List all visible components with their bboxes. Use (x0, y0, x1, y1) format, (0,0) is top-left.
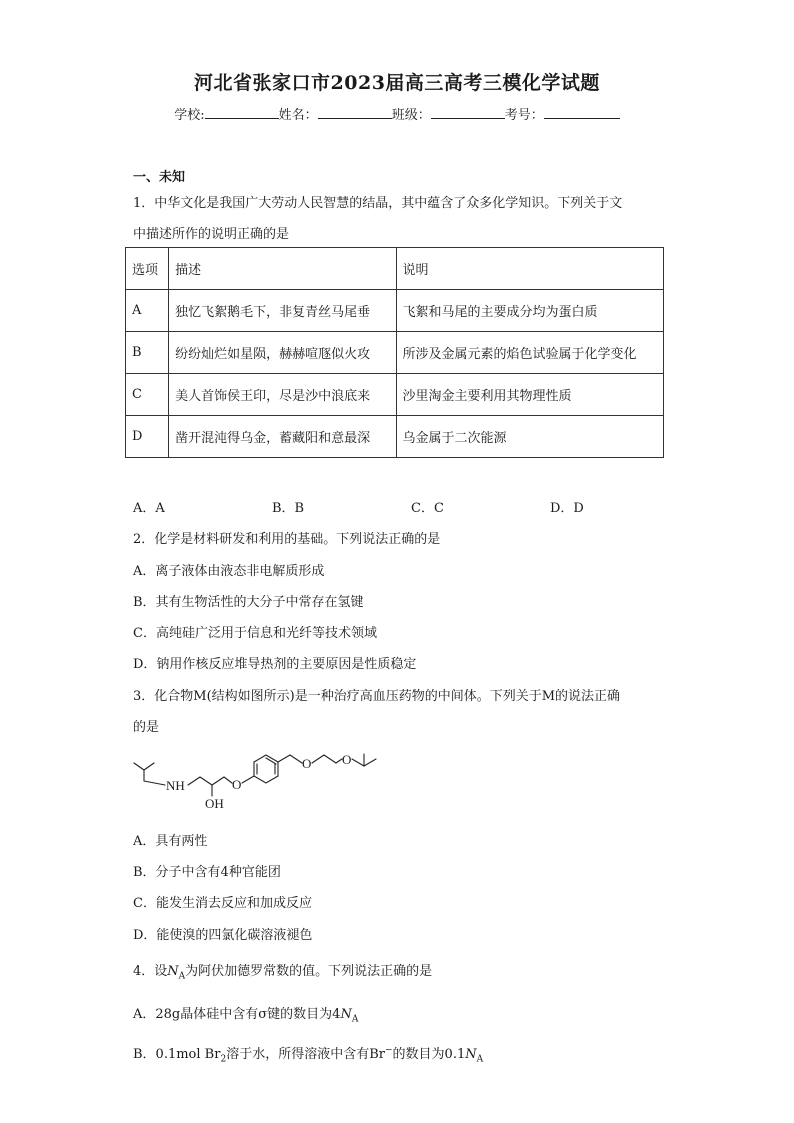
q4-a-number: 4 (332, 1007, 341, 1022)
name-label: 姓名： (278, 108, 318, 123)
name-blank[interactable] (318, 106, 392, 119)
table-header-cell: 说明 (396, 248, 664, 290)
table-cell: 沙里淘金主要利用其物理性质 (396, 374, 664, 416)
table-header-cell: 选项 (126, 248, 169, 290)
table-cell: 飞絮和马尾的主要成分均为蛋白质 (396, 290, 664, 332)
sigma-symbol: σ (258, 1007, 268, 1022)
table-cell: C (126, 374, 169, 416)
q1-stem-line1: 1．中华文化是我国广大劳动人民智慧的结晶，其中蕴含了众多化学知识。下列关于文 (133, 196, 623, 211)
ether-o-label: O (342, 752, 352, 767)
table-row (126, 374, 664, 416)
q1-table (125, 247, 664, 458)
student-info-line (0, 104, 794, 123)
q2-option-b[interactable]: B．其有生物活性的大分子中常存在氢键 (133, 595, 364, 610)
exam-number-blank[interactable] (544, 106, 620, 119)
na-symbol: N (340, 1007, 352, 1022)
table-cell: 纷纷灿烂如星陨，赫赫喧豗似火攻 (169, 332, 396, 374)
q3-option-b[interactable]: B．分子中含有4种官能团 (133, 865, 281, 880)
q3-option-c[interactable]: C．能发生消去反应和加成反应 (133, 896, 312, 911)
q4-b-text: B．0.1mol Br (133, 1047, 221, 1062)
q2-option-a[interactable]: A．离子液体由液态非电解质形成 (133, 564, 325, 579)
q1-options (133, 497, 689, 516)
q4-b-text: 的数目为 (392, 1047, 445, 1062)
ether-o-label: O (232, 777, 242, 792)
school-blank[interactable] (205, 106, 279, 119)
table-cell: 美人首饰侯王印，尽是沙中浪底来 (169, 374, 396, 416)
q3-option-a[interactable]: A．具有两性 (133, 834, 208, 849)
na-subscript: A (476, 1054, 484, 1065)
table-cell: D (126, 416, 169, 458)
nh-label: NH (166, 778, 185, 793)
table-cell: 乌金属于二次能源 (396, 416, 664, 458)
table-cell: A (126, 290, 169, 332)
class-blank[interactable] (431, 106, 505, 119)
q2-stem: 2．化学是材料研发和利用的基础。下列说法正确的是 (133, 532, 441, 547)
q4-stem-post: 为阿伏加德罗常数的值。下列说法正确的是 (185, 964, 433, 979)
q1-option-a[interactable]: A．A (133, 501, 165, 516)
q2-option-c[interactable]: C．高纯硅广泛用于信息和光纤等技术领域 (133, 626, 377, 641)
table-cell: 独忆飞絮鹅毛下，非复青丝马尾垂 (169, 290, 396, 332)
q3-stem-line2: 的是 (133, 720, 160, 735)
q4-stem (133, 960, 432, 982)
q1-stem-line2: 中描述所作的说明正确的是 (133, 227, 290, 242)
q4-a-text: 键的数目为 (267, 1007, 333, 1022)
q4-b-number: 0.1 (444, 1047, 466, 1062)
page-title: 河北省张家口市2023届高三高考三模化学试题 (194, 72, 600, 94)
table-cell: 所涉及金属元素的焰色试验属于化学变化 (396, 332, 664, 374)
class-label: 班级： (391, 108, 431, 123)
compound-m-structure (130, 748, 390, 814)
table-row (126, 332, 664, 374)
table-row (126, 290, 664, 332)
na-subscript: A (178, 971, 186, 982)
ether-o-label: O (302, 756, 312, 771)
q4-stem-pre: 4．设 (133, 964, 168, 979)
br2-subscript: 2 (220, 1054, 227, 1065)
table-header-row (126, 248, 664, 290)
table-cell: B (126, 332, 169, 374)
q4-a-text: A．28g晶体硅中含有 (133, 1007, 259, 1022)
section-heading: 一、未知 (133, 170, 186, 185)
table-header-cell: 描述 (169, 248, 396, 290)
na-subscript: A (351, 1014, 359, 1025)
q3-stem-line1: 3．化合物M(结构如图所示)是一种治疗高血压药物的中间体。下列关于M的说法正确 (133, 689, 621, 704)
exam-number-label: 考号： (504, 108, 544, 123)
na-symbol: N (465, 1047, 477, 1062)
q1-option-c[interactable]: C．C (411, 501, 444, 516)
q4-option-b[interactable] (133, 1043, 483, 1065)
school-label: 学校: (174, 108, 205, 123)
q1-option-d[interactable]: D．D (550, 501, 584, 516)
q4-b-text: 溶于水，所得溶液中含有 (226, 1047, 370, 1062)
na-symbol: N (167, 964, 179, 979)
q3-option-d[interactable]: D．能使溴的四氯化碳溶液褪色 (133, 928, 313, 943)
table-row (126, 416, 664, 458)
q1-option-b[interactable]: B．B (272, 501, 305, 516)
oh-label: OH (205, 796, 224, 811)
q4-option-a[interactable] (133, 1003, 358, 1025)
bromide-charge: − (384, 1045, 393, 1056)
bromide-ion: Br (369, 1047, 385, 1062)
q2-option-d[interactable]: D．钠用作核反应堆导热剂的主要原因是性质稳定 (133, 657, 417, 672)
table-cell: 凿开混沌得乌金，蓄藏阳和意最深 (169, 416, 396, 458)
